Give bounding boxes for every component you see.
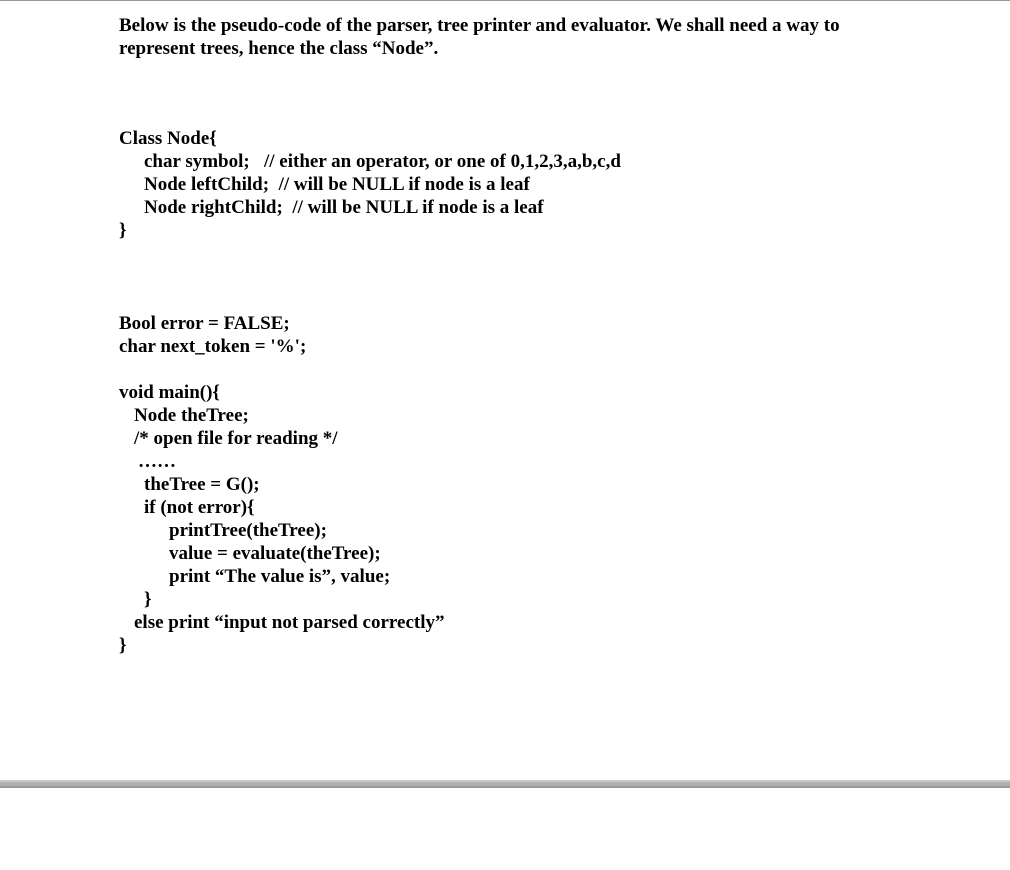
main-if-close: } (144, 589, 152, 610)
main-block (119, 381, 979, 657)
intro-line-1: Below is the pseudo-code of the parser, tree printer and evaluator. We shall need a way to (119, 15, 840, 36)
main-assign: theTree = G(); (144, 474, 260, 495)
class-header: Class Node{ (119, 128, 217, 149)
main-close-brace: } (119, 635, 127, 656)
main-else-line: else print “input not parsed correctly” (134, 612, 445, 633)
global-next-token: char next_token = '%'; (119, 336, 307, 357)
document-body (119, 14, 979, 657)
class-field-symbol: char symbol; // either an operator, or one of 0,1,2,3,a,b,c,d (144, 151, 621, 172)
page-break-rule (0, 780, 1010, 788)
class-field-right-child: Node rightChild; // will be NULL if node is a leaf (144, 197, 544, 218)
class-node-block (119, 127, 979, 242)
main-header: void main(){ (119, 382, 220, 403)
class-close-brace: } (119, 220, 127, 241)
intro-line-2: represent trees, hence the class “Node”. (119, 38, 439, 59)
main-decl: Node theTree; (134, 405, 249, 426)
main-if-evaluate: value = evaluate(theTree); (169, 543, 381, 564)
global-error: Bool error = FALSE; (119, 313, 290, 334)
globals-block (119, 312, 979, 358)
main-if-line: if (not error){ (144, 497, 255, 518)
main-if-print-value: print “The value is”, value; (169, 566, 391, 587)
main-if-print-tree: printTree(theTree); (169, 520, 327, 541)
top-rule (0, 0, 1010, 1)
class-field-left-child: Node leftChild; // will be NULL if node is a leaf (144, 174, 530, 195)
main-comment: /* open file for reading */ (134, 428, 338, 449)
main-ellipsis: …… (138, 451, 176, 472)
